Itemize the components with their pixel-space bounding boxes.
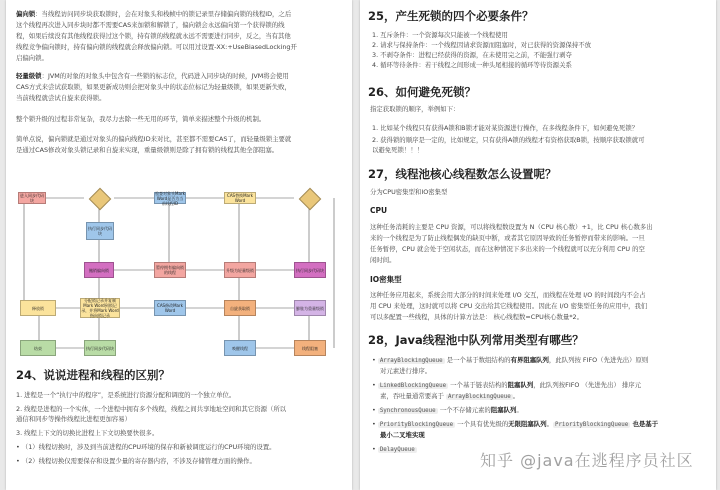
list-q24	[16, 390, 350, 466]
list-item: • LinkedBlockingQueue 一个基于链表结构的阻塞队列，此队列按FIFO （先进先出） 排序元	[372, 381, 642, 389]
paragraph-summary: 简单点说，偏向锁就是通过对象头的偏向线程ID来对比，甚至都不需要CAS了，而轻量级锁主要就 是通过CAS修改对象头锁记录和自旋来实现，重量级锁则是除了拥有锁的线程其他全部阻塞。	[16, 135, 292, 154]
node-exec-3: 执行同步代码块	[84, 340, 116, 356]
node-pause: 暂停拥有偏向锁的线程	[154, 262, 186, 278]
paragraph-io: 这种任务应用起来，系统会用大部分的时间来处理 I/O 交互，而线程在处理 I/O 的时间段内不会占 用 CPU 来处理，这时就可以将 CPU 交出给其它线程使用。因此在 I/O 密集型任务的应用中，我们 可以多配置一些线程，具体的计算方法是： 核心线程数=CPU核心数量*2。	[370, 291, 648, 321]
node-end: 结束	[20, 340, 56, 356]
list-q25	[372, 30, 712, 70]
intro-q26: 指定获取锁的顺序，举例如下：	[370, 105, 460, 113]
list-item: • DelayQueue	[372, 445, 415, 453]
list-item: • （2）线程切换仅需要保存和设置少量的寄存器内容，不涉及存储管理方面的操作。	[16, 457, 256, 465]
term-biased-lock: 偏向锁	[16, 10, 36, 18]
node-cas: CAS替换Mark Word	[224, 192, 256, 204]
heading-cpu: CPU	[370, 206, 388, 215]
node-release: 释放锁	[20, 300, 56, 316]
list-item: 1. 比如某个线程只有获得A锁和B锁才能对某资源进行操作，在多线程条件下，如何避免死锁？	[372, 124, 639, 132]
node-exec-2: 执行同步代码块	[294, 262, 326, 278]
paragraph-cpu: 这种任务消耗的主要是 CPU 资源，可以将线程数设置为 N（CPU 核心数）+1，比 CPU 核心数多出 来的一个线程是为了防止线程偶发的缺页中断，或者其它原因导致的任务暂停而带来的影响。一旦 任务暂停，CPU 就会处于空闲状态，而在这种情况下多出来的一个线程就可以充分利用 CPU 的空 闲时间。	[370, 223, 653, 264]
list-item: • SynchronousQueue 一个不存储元素的阻塞队列。	[372, 406, 523, 414]
node-exec-1: 执行同步代码块	[86, 222, 114, 240]
list-item-continued: 素，吞吐量通常要高于 ArrayBlockingQueue 。	[380, 392, 520, 400]
heading-q26: 26、如何避免死锁？	[368, 85, 477, 99]
heading-q25: 25，产生死锁的四个必要条件？	[368, 9, 534, 23]
list-item: 2. 获得锁的顺序是一定的，比如规定，只有获得A锁的线程才有资格获取B锁，按顺序获取锁就可	[372, 136, 645, 144]
node-cas-2: CAS修改Mark Word	[154, 300, 186, 316]
node-spin: 自旋获取锁	[224, 300, 256, 316]
list-item: • （1）线程切换时，涉及到当前进程的CPU环境的保存和新被调度运行的CPU环境的设置。	[16, 443, 276, 451]
node-wake: 唤醒线程	[224, 340, 256, 356]
intro-q27: 分为CPU密集型和IO密集型	[370, 188, 448, 196]
heading-q27: 27，线程池核心线程数怎么设置呢？	[368, 167, 557, 181]
list-item: • ArrayBlockingQueue 是一个基于数组结构的有界阻塞队列，此队列按 FIFO（先进先出）原则	[372, 356, 649, 364]
term-lightweight-lock: 轻量级锁	[16, 72, 42, 80]
lock-upgrade-flowchart	[14, 182, 344, 360]
list-item: • PriorityBlockingQueue 一个具有优先级的无限阻塞队列。 PriorityBlockingQueue 也是基于	[372, 420, 659, 428]
list-item: 2. 请求与保持条件：一个线程因请求资源而阻塞时，对已获得的资源保持不放	[372, 41, 592, 49]
heading-q28: 28，Java线程池中队列常用类型有哪些？	[368, 333, 584, 347]
left-page	[6, 0, 352, 490]
node-copy: 分配锁记录并复制Mark Word到锁记录，并将Mark Word指向锁记录	[81, 298, 119, 318]
node-revoke: 撤销偏向锁	[84, 262, 114, 278]
list-item-continued: 对元素进行排序。	[380, 367, 432, 375]
node-start: 进入同步代码块	[20, 193, 44, 203]
node-heavy: 膨胀为重量级锁	[294, 300, 326, 316]
list-item: 3. 不剥夺条件：进程已经获得的资源，在未使用完之前，不能强行剥夺	[372, 51, 572, 59]
heading-io: IO密集型	[370, 275, 402, 284]
list-item: 4. 循环等待条件：若干线程之间形成一种头尾相接的循环等待资源关系	[372, 61, 572, 69]
watermark: 知乎 @java在逃程序员社区	[480, 451, 694, 470]
right-page	[360, 0, 716, 490]
list-item: 以避免死锁！！！	[372, 146, 424, 154]
list-item: 3. 线程上下文的切换比进程上下文切换要快很多。	[16, 429, 159, 437]
node-check: 检查对象头Mark Word是否为当前线程ID	[155, 190, 185, 206]
paragraph-lightweight-lock: 轻量级锁：JVM的对象的对象头中包含有一些锁的标志位，代码进入同步块的时候，JVM将会使用 CAS方式来尝试获取锁，如果更新成功则会把对象头中的状态位标记为轻量级锁，如果更新失败， 当前线程就尝试自旋来获得锁。	[16, 72, 291, 102]
node-block: 线程阻塞	[294, 340, 326, 356]
list-item: 1. 互斥条件：一个资源每次只能被一个线程使用	[372, 31, 508, 39]
node-light: 升级为轻量级锁	[224, 262, 256, 278]
paragraph-upgrade: 整个锁升级的过程非常复杂，我尽力去除一些无用的环节，简单来描述整个升级的机制。	[16, 115, 266, 123]
list-q28	[372, 355, 712, 455]
list-item: 通信和同步等操作线程比进程更加容易）	[16, 415, 132, 423]
list-q26	[372, 123, 712, 155]
paragraph-biased-lock: 偏向锁：当线程访问同步块获取锁时，会在对象头和栈帧中的锁记录里存储偏向锁的线程ID，之后 这个线程再次进入同步块时都不需要CAS来加锁和解锁了，偏向锁会永远偏向第一个获得锁的线 程，如果后续没有其他线程获得过这个锁，持有锁的线程就永远不需要进行同步，反之，当有其他 线程竞争偏向锁时，持有偏向锁的线程就会释放偏向锁。可以用过设置-XX:+UseBiasedLocking开 启偏向锁。	[16, 10, 297, 62]
heading-q24: 24、说说进程和线程的区别？	[16, 368, 171, 382]
list-item: 2. 线程是进程的一个实体，一个进程中拥有多个线程，线程之间共享地址空间和其它资源（所以	[16, 405, 287, 413]
list-item: 1. 进程是一个“执行中的程序”，是系统进行资源分配和调度的一个独立单位。	[16, 391, 236, 399]
list-item-continued: 最小二叉堆实现	[380, 431, 425, 439]
